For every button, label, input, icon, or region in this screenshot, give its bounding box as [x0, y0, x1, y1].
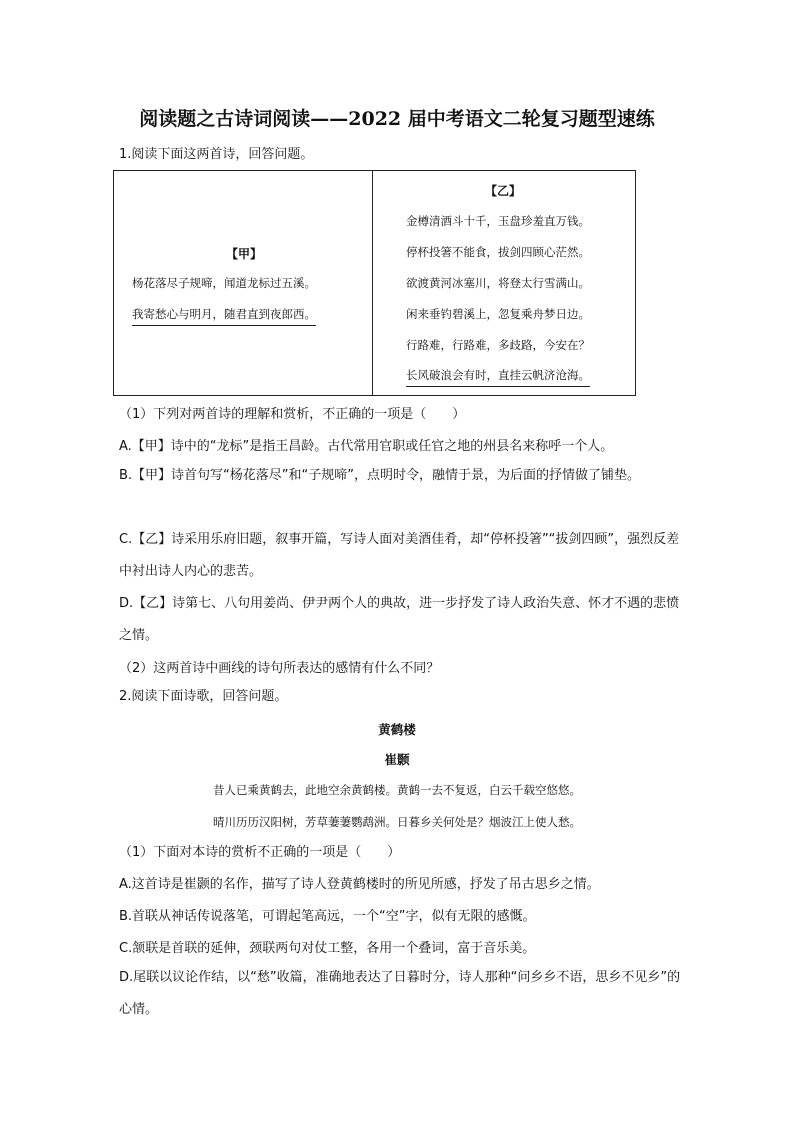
page-title: 阅读题之古诗词阅读——2022 届中考语文二轮复习题型速练: [139, 108, 655, 130]
poem-yi-line-5: 行路难，行路难，多歧路，今安在？: [406, 338, 590, 352]
poem-yi-line-6-underlined: 长风破浪会有时，直挂云帆济沧海。: [406, 367, 590, 387]
table-divider: [372, 171, 373, 395]
poem-yi-heading: 【乙】: [485, 184, 522, 198]
question-1-sub-1: （1）下列对两首诗的理解和赏析，不正确的一项是（ ）: [119, 407, 466, 422]
question-2-intro: 2.阅读下面诗歌，回答问题。: [119, 689, 288, 704]
question-2-option-a: A.这首诗是崔颢的名作，描写了诗人登黄鹤楼时的所见所感，抒发了吊古思乡之情。: [119, 877, 600, 892]
poem-yi-line-1: 金樽清酒斗十千，玉盘珍羞直万钱。: [406, 214, 590, 228]
poem-author: 崔颢: [384, 752, 410, 767]
poem-jia-line-1: 杨花落尽子规啼，闻道龙标过五溪。: [132, 276, 316, 290]
poem-yi-line-2: 停杯投箸不能食，拔剑四顾心茫然。: [406, 245, 590, 259]
question-1-option-c: C.【乙】诗采用乐府旧题，叙事开篇，写诗人面对美酒佳肴，却“停杯投箸”“拔剑四顾”，强烈反差中衬出诗人内心的悲苦。: [119, 532, 680, 579]
question-1-sub-2: （2）这两首诗中画线的诗句所表达的感情有什么不同？: [119, 661, 440, 676]
question-1-option-b: B.【甲】诗首句写“杨花落尽”和“子规啼”，点明时令，融情于景，为后面的抒情做了铺垫。: [119, 468, 640, 483]
poem-jia-heading: 【甲】: [226, 247, 263, 261]
poem-yi-line-3: 欲渡黄河冰塞川，将登太行雪满山。: [406, 276, 590, 290]
question-2-sub-1: （1）下面对本诗的赏析不正确的一项是（ ）: [119, 845, 401, 860]
poem-comparison-table: [113, 170, 636, 396]
question-1-intro: 1.阅读下面这两首诗，回答问题。: [119, 147, 314, 162]
question-2-option-b: B.首联从神话传说落笔，可谓起笔高远，一个“空”字，似有无限的感慨。: [119, 909, 536, 924]
poem-line-1: 昔人已乘黄鹤去，此地空余黄鹤楼。黄鹤一去不复返，白云千载空悠悠。: [213, 783, 581, 797]
poem-jia-line-2-underlined: 我寄愁心与明月，随君直到夜郎西。: [132, 306, 316, 326]
question-2-option-d: D.尾联以议论作结，以“愁”收篇，准确地表达了日暮时分，诗人那种“问乡乡不语，思乡不见乡”的心情。: [119, 970, 681, 1017]
question-2-option-c: C.颔联是首联的延伸，颈联两句对仗工整，各用一个叠词，富于音乐美。: [119, 941, 536, 956]
poem-yi-line-4: 闲来垂钓碧溪上，忽复乘舟梦日边。: [406, 307, 590, 321]
question-1-option-d: D.【乙】诗第七、八句用姜尚、伊尹两个人的典故，进一步抒发了诗人政治失意、怀才不遇的悲愤之情。: [119, 596, 680, 643]
question-1-option-a: A.【甲】诗中的“龙标”是指王昌龄。古代常用官职或任官之地的州县名来称呼一个人。: [119, 439, 614, 454]
poem-title: 黄鹤楼: [378, 722, 416, 737]
poem-line-2: 晴川历历汉阳树，芳草萋萋鹦鹉洲。日暮乡关何处是？烟波江上使人愁。: [213, 815, 581, 829]
